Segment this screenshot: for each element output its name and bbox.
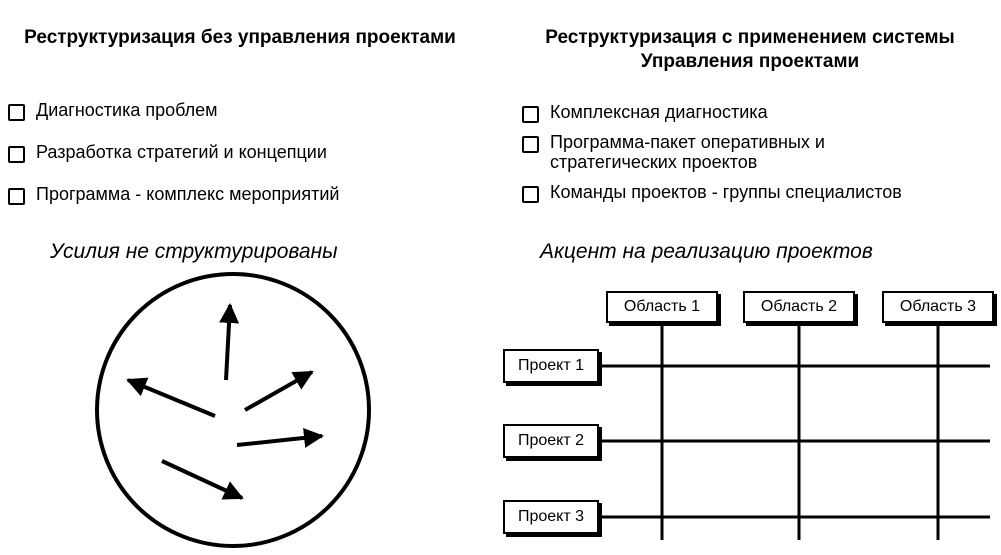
arrow-up xyxy=(226,305,230,380)
arrow-upper-left xyxy=(128,380,215,416)
right-item-label: Программа-пакет оперативных и стратегических проектов xyxy=(550,132,825,172)
project-2-box: Проект 2 xyxy=(503,424,599,458)
effort-circle xyxy=(97,274,369,546)
arrow-lower-right xyxy=(162,461,242,498)
right-item-label: Комплексная диагностика xyxy=(550,102,768,122)
left-item-label: Программа - комплекс мероприятий xyxy=(36,184,340,204)
right-item-label: Команды проектов - группы специалистов xyxy=(550,182,902,202)
arrow-upper-right xyxy=(245,372,312,410)
left-item-label: Разработка стратегий и концепции xyxy=(36,142,327,162)
left-title: Реструктуризация без управления проектами xyxy=(24,27,456,48)
area-2-box: Область 2 xyxy=(743,291,855,323)
area-3-box: Область 3 xyxy=(882,291,994,323)
left-subtitle: Усилия не структурированы xyxy=(50,240,338,263)
right-subtitle: Акцент на реализацию проектов xyxy=(540,240,873,263)
arrow-right xyxy=(237,436,322,445)
right-title: Реструктуризация с применением системы Управления проектами xyxy=(545,27,955,72)
left-item-label: Диагностика проблем xyxy=(36,100,218,120)
area-1-box: Область 1 xyxy=(606,291,718,323)
project-3-box: Проект 3 xyxy=(503,500,599,534)
project-1-box: Проект 1 xyxy=(503,349,599,383)
